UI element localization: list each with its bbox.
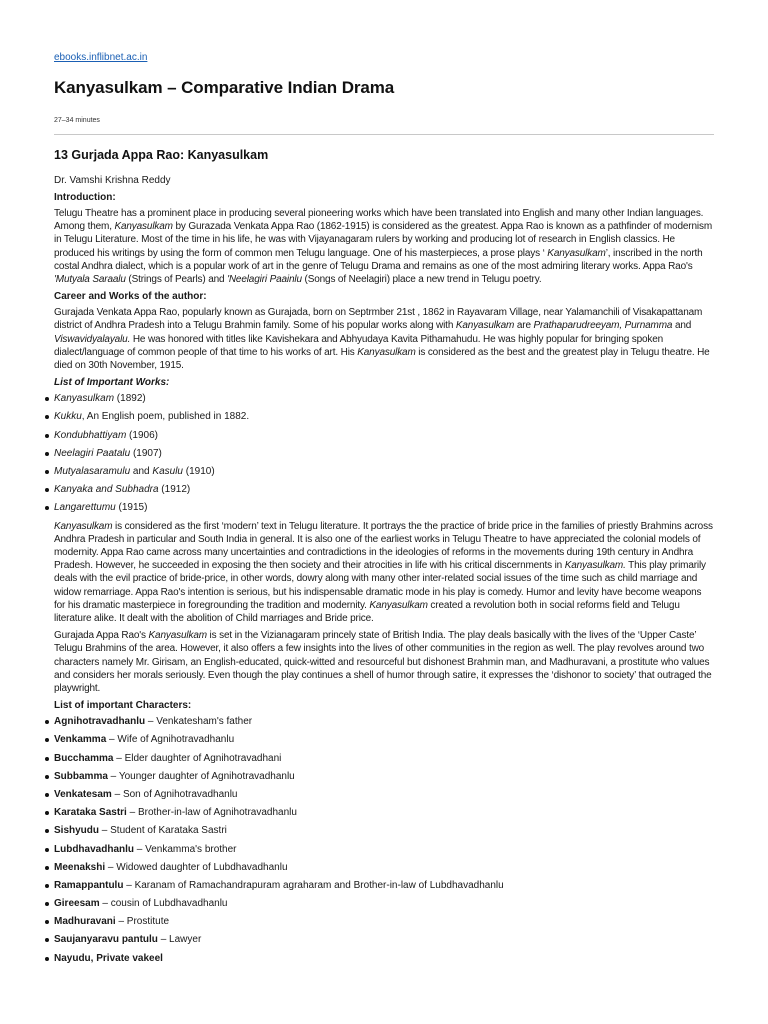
list-item: Meenakshi – Widowed daughter of Lubdhavadhanlu (54, 861, 714, 874)
career-paragraph: Gurajada Venkata Appa Rao, popularly known as Gurajada, born on Septrmber 21st , 1862 in Rayavaram Village, near Yalamanchili of Visakapattanam district of Andhra Pradesh into a Telugu Brahmin family. Some of his popular works along with Kanyasulkam are Prathaparudreeyam, Purnamma and Viswavidyalayalu. He was honored with titles like Kavishekara and Abhyudaya Kavita Pithamahudu. He was highly popular for bringing spoken dialect/language of common people of that time to his works of art. His Kanyasulkam is considered as the best and the greatest play in Telugu theatre. He died on 30th November, 1915. (54, 307, 710, 372)
source-link[interactable]: ebooks.inflibnet.ac.in (54, 52, 148, 63)
list-item: Lubdhavadhanlu – Venkamma's brother (54, 843, 714, 856)
list-item: Kanyaka and Subhadra (1912) (54, 483, 714, 496)
works-list (54, 392, 714, 514)
list-item: Saujanyaravu pantulu – Lawyer (54, 933, 714, 946)
list-item: Langarettumu (1915) (54, 501, 714, 514)
list-item: Nayudu, Private vakeel (54, 952, 714, 965)
header-divider (54, 134, 714, 135)
list-item: Neelagiri Paatalu (1907) (54, 447, 714, 460)
characters-list (54, 715, 714, 964)
list-item: Kanyasulkam (1892) (54, 392, 714, 405)
list-item: Kukku, An English poem, published in 1882. (54, 410, 714, 423)
list-item: Gireesam – cousin of Lubdhavadhanlu (54, 897, 714, 910)
modern-text-paragraph: Kanyasulkam is considered as the first ‘modern’ text in Telugu literature. It portrays the the practice of bride price in the families of priestly Brahmins across Andhra Pradesh in particular and South India in general. It is also one of the earliest works in Telugu Theatre to have appreciated the colonial models of modernity. Appa Rao came across many uncertainties and contradictions in the ideologies of reforms in the movements during 19th century in Andhra Pradesh. However, he succeeded in exposing the then society and their atrocities in life with his critical discernments in Kanyasulkam. This play primarily deals with the evil practice of bride-price, in other words, dowry along with many other inter-related social issues of the time such as child marriage and widow remarriage. Appa Rao's intention is serious, but his indispensable dramatic mode in his play is comedy. Humor and levity have become weapons for his dramatic masterpiece in foregrounding the tradition and modernity. Kanyasulkam created a revolution both in social reforms field and Telugu literature alike. It dealt with the abolition of Child marriages and Bride price. (54, 520, 713, 624)
list-item: Bucchamma – Elder daughter of Agnihotravadhani (54, 752, 714, 765)
works-heading: List of Important Works: (54, 377, 170, 389)
intro-heading: Introduction: (54, 192, 116, 203)
list-item: Venkatesam – Son of Agnihotravadhanlu (54, 788, 714, 801)
list-item: Sishyudu – Student of Karataka Sastri (54, 824, 714, 837)
author-name: Dr. Vamshi Krishna Reddy (54, 175, 171, 186)
reading-time: 27–34 minutes (54, 117, 100, 124)
career-heading: Career and Works of the author: (54, 291, 207, 303)
characters-heading: List of important Characters: (54, 700, 192, 712)
list-item: Madhuravani – Prostitute (54, 915, 714, 928)
list-item: Karataka Sastri – Brother-in-law of Agnihotravadhanlu (54, 806, 714, 819)
list-item: Kondubhattiyam (1906) (54, 429, 714, 442)
intro-paragraph: Telugu Theatre has a prominent place in producing several pioneering works which have been translated into English and many other Indian languages. Among them, Kanyasulkam by Gurazada Venkata Appa Rao (1862-1915) is considered as the greatest. Appa Rao is known as a pathfinder of modernism in Telugu Literature. Most of the time in his life, he was with Vijayanagaram rulers by working and producing lot of research in English classics. He produced his writings by using the form of common men Telugu language. One of his masterpieces, a prose plays ‘ Kanyasulkam’, inscribed in the north costal Andhra dialect, which is a popular work of art in the genre of Telugu Drama and remains as one of the most admiring literary works. Appa Rao's 'Mutyala Saraalu (Strings of Pearls) and 'Neelagiri Paainlu (Songs of Neelagiri) place a new trend in Telugu poetry. (54, 208, 713, 286)
page-title: Kanyasulkam – Comparative Indian Drama (54, 78, 395, 97)
setting-paragraph: Gurajada Appa Rao's Kanyasulkam is set in the Vizianagaram princely state of British India. The play deals basically with the lives of the ‘Upper Caste’ Telugu Brahmins of the area. However, it also offers a few insights into the lives of other communities in the region as well. The play revolves around two characters namely Mr. Girisam, an English-educated, quick-witted and resourceful but dishonest Brahmin man, and Madhuravani, a prostitute who values and considers her morals seriously. Even though the play continues a shell of humor through satire, it expresses the ‘dishonor to society’ that outraged the playwright. (54, 630, 712, 694)
list-item: Subbamma – Younger daughter of Agnihotravadhanlu (54, 770, 714, 783)
list-item: Mutyalasaramulu and Kasulu (1910) (54, 465, 714, 478)
chapter-title: 13 Gurjada Appa Rao: Kanyasulkam (54, 148, 269, 162)
article-body (54, 148, 714, 970)
list-item: Venkamma – Wife of Agnihotravadhanlu (54, 733, 714, 746)
list-item: Ramappantulu – Karanam of Ramachandrapuram agraharam and Brother-in-law of Lubdhavadhanlu (54, 879, 714, 892)
list-item: Agnihotravadhanlu – Venkatesham's father (54, 715, 714, 728)
